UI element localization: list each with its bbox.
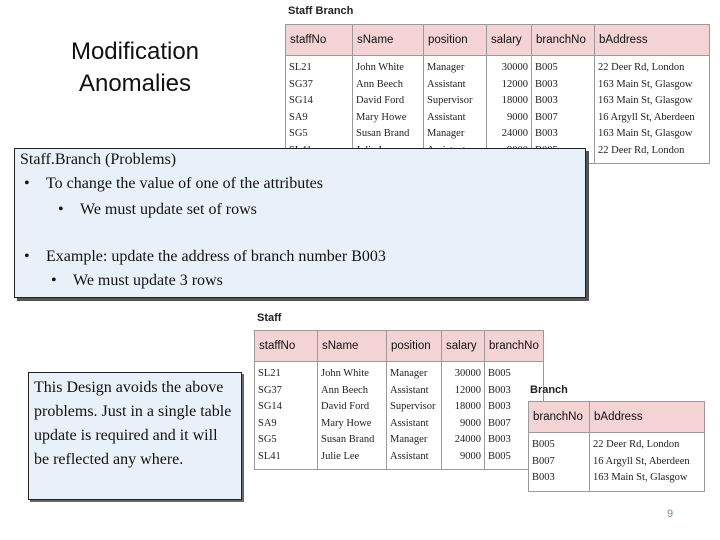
table-cell: 22 Deer Rd, London: [595, 143, 710, 164]
sub-bullet-2-text: We must update 3 rows: [73, 272, 223, 289]
table-cell: B003: [532, 126, 595, 143]
table-cell: Assistant: [424, 77, 487, 94]
table-cell: 163 Main St, Glasgow: [590, 470, 705, 491]
table-cell: 12000: [487, 77, 532, 94]
staff-branch-caption: Staff Branch: [288, 5, 354, 17]
table-cell: B003: [532, 77, 595, 94]
table-cell: B003: [529, 470, 590, 491]
table-row: [255, 362, 544, 383]
table-cell: Manager: [387, 362, 442, 383]
table-cell: Manager: [424, 56, 487, 77]
sub-bullet-1-text: We must update set of rows: [80, 201, 257, 218]
table-cell: SL21: [286, 56, 353, 77]
column-header: salary: [487, 25, 532, 56]
table-cell: B005: [485, 449, 544, 470]
table-cell: Supervisor: [387, 399, 442, 416]
table-row: [255, 416, 544, 433]
table-cell: 16 Argyll St, Aberdeen: [590, 454, 705, 471]
table-cell: B005: [529, 433, 590, 454]
table-row: [286, 126, 710, 143]
table-cell: David Ford: [318, 399, 387, 416]
column-header: staffNo: [255, 331, 318, 362]
column-header: branchNo: [532, 25, 595, 56]
table-cell: B003: [532, 93, 595, 110]
table-cell: B003: [485, 399, 544, 416]
table-cell: 18000: [487, 93, 532, 110]
column-header: bAddress: [590, 402, 705, 433]
table-header-row: [255, 331, 544, 362]
table-cell: 30000: [442, 362, 485, 383]
table-cell: SG37: [255, 383, 318, 400]
table-cell: Supervisor: [424, 93, 487, 110]
table-cell: 18000: [442, 399, 485, 416]
table-cell: SG14: [255, 399, 318, 416]
bullet-marker: •: [58, 201, 64, 218]
column-header: sName: [353, 25, 424, 56]
table-row: [255, 399, 544, 416]
table-cell: Susan Brand: [353, 126, 424, 143]
table-cell: Assistant: [387, 383, 442, 400]
table-cell: B003: [485, 383, 544, 400]
table-cell: 22 Deer Rd, London: [595, 56, 710, 77]
table-cell: Manager: [424, 126, 487, 143]
table-cell: B003: [485, 432, 544, 449]
table-cell: Julie Lee: [318, 449, 387, 470]
table-cell: B005: [532, 56, 595, 77]
table-cell: Assistant: [424, 110, 487, 127]
table-cell: Mary Howe: [353, 110, 424, 127]
table-row: [255, 383, 544, 400]
branch-table: [528, 401, 705, 492]
table-row: [286, 56, 710, 77]
table-cell: 16 Argyll St, Aberdeen: [595, 110, 710, 127]
table-cell: SG5: [286, 126, 353, 143]
table-cell: Manager: [387, 432, 442, 449]
table-header-row: [286, 25, 710, 56]
table-cell: SL41: [255, 449, 318, 470]
table-cell: B007: [532, 110, 595, 127]
table-cell: Susan Brand: [318, 432, 387, 449]
bullet-2-text: Example: update the address of branch number B003: [46, 248, 386, 265]
table-cell: David Ford: [353, 93, 424, 110]
bullet-marker: •: [51, 272, 57, 289]
table-cell: SA9: [286, 110, 353, 127]
table-cell: Mary Howe: [318, 416, 387, 433]
table-row: [286, 110, 710, 127]
table-cell: Ann Beech: [318, 383, 387, 400]
table-cell: 22 Deer Rd, London: [590, 433, 705, 454]
table-cell: John White: [318, 362, 387, 383]
title-line-1: Modification: [70, 38, 200, 65]
table-cell: B005: [485, 362, 544, 383]
bullet-1: [24, 175, 323, 193]
bullet-1-text: To change the value of one of the attributes: [46, 175, 323, 192]
table-header-row: [529, 402, 705, 433]
table-cell: 24000: [442, 432, 485, 449]
table-row: [529, 454, 705, 471]
branch-caption: Branch: [530, 384, 568, 396]
column-header: salary: [442, 331, 485, 362]
table-cell: SA9: [255, 416, 318, 433]
column-header: sName: [318, 331, 387, 362]
title-line-2: Anomalies: [78, 70, 192, 97]
table-cell: 163 Main St, Glasgow: [595, 93, 710, 110]
table-row: [255, 449, 544, 470]
table-cell: SG14: [286, 93, 353, 110]
solution-note: This Design avoids the above problems. Just in a single table update is required and it will be reflected any where.: [28, 372, 242, 500]
column-header: staffNo: [286, 25, 353, 56]
staff-caption: Staff: [257, 312, 282, 324]
table-cell: B007: [529, 454, 590, 471]
table-row: [255, 432, 544, 449]
column-header: branchNo: [529, 402, 590, 433]
table-row: [286, 77, 710, 94]
table-cell: John White: [353, 56, 424, 77]
column-header: position: [424, 25, 487, 56]
table-cell: 9000: [487, 110, 532, 127]
table-cell: 163 Main St, Glasgow: [595, 77, 710, 94]
table-row: [529, 433, 705, 454]
table-cell: Assistant: [387, 449, 442, 470]
table-cell: Ann Beech: [353, 77, 424, 94]
page-number: 9: [667, 508, 674, 520]
bullet-marker: •: [24, 248, 30, 265]
table-cell: 9000: [442, 449, 485, 470]
problems-box: [14, 148, 586, 298]
table-cell: 24000: [487, 126, 532, 143]
table-cell: 163 Main St, Glasgow: [595, 126, 710, 143]
problems-heading: Staff.Branch (Problems): [20, 151, 177, 168]
table-cell: 12000: [442, 383, 485, 400]
table-cell: SG5: [255, 432, 318, 449]
table-cell: B007: [485, 416, 544, 433]
column-header: bAddress: [595, 25, 710, 56]
table-cell: Assistant: [387, 416, 442, 433]
bullet-marker: •: [24, 175, 30, 192]
table-cell: SG37: [286, 77, 353, 94]
table-cell: 9000: [442, 416, 485, 433]
slide-title: [40, 36, 230, 100]
sub-bullet-2: [51, 272, 223, 290]
staff-branch-table: [285, 24, 710, 164]
table-row: [286, 93, 710, 110]
bullet-2: [24, 248, 386, 266]
table-row: [529, 470, 705, 491]
column-header: branchNo: [485, 331, 544, 362]
staff-table: [254, 330, 544, 470]
table-cell: 30000: [487, 56, 532, 77]
table-cell: SL21: [255, 362, 318, 383]
sub-bullet-1: [58, 201, 257, 219]
column-header: position: [387, 331, 442, 362]
